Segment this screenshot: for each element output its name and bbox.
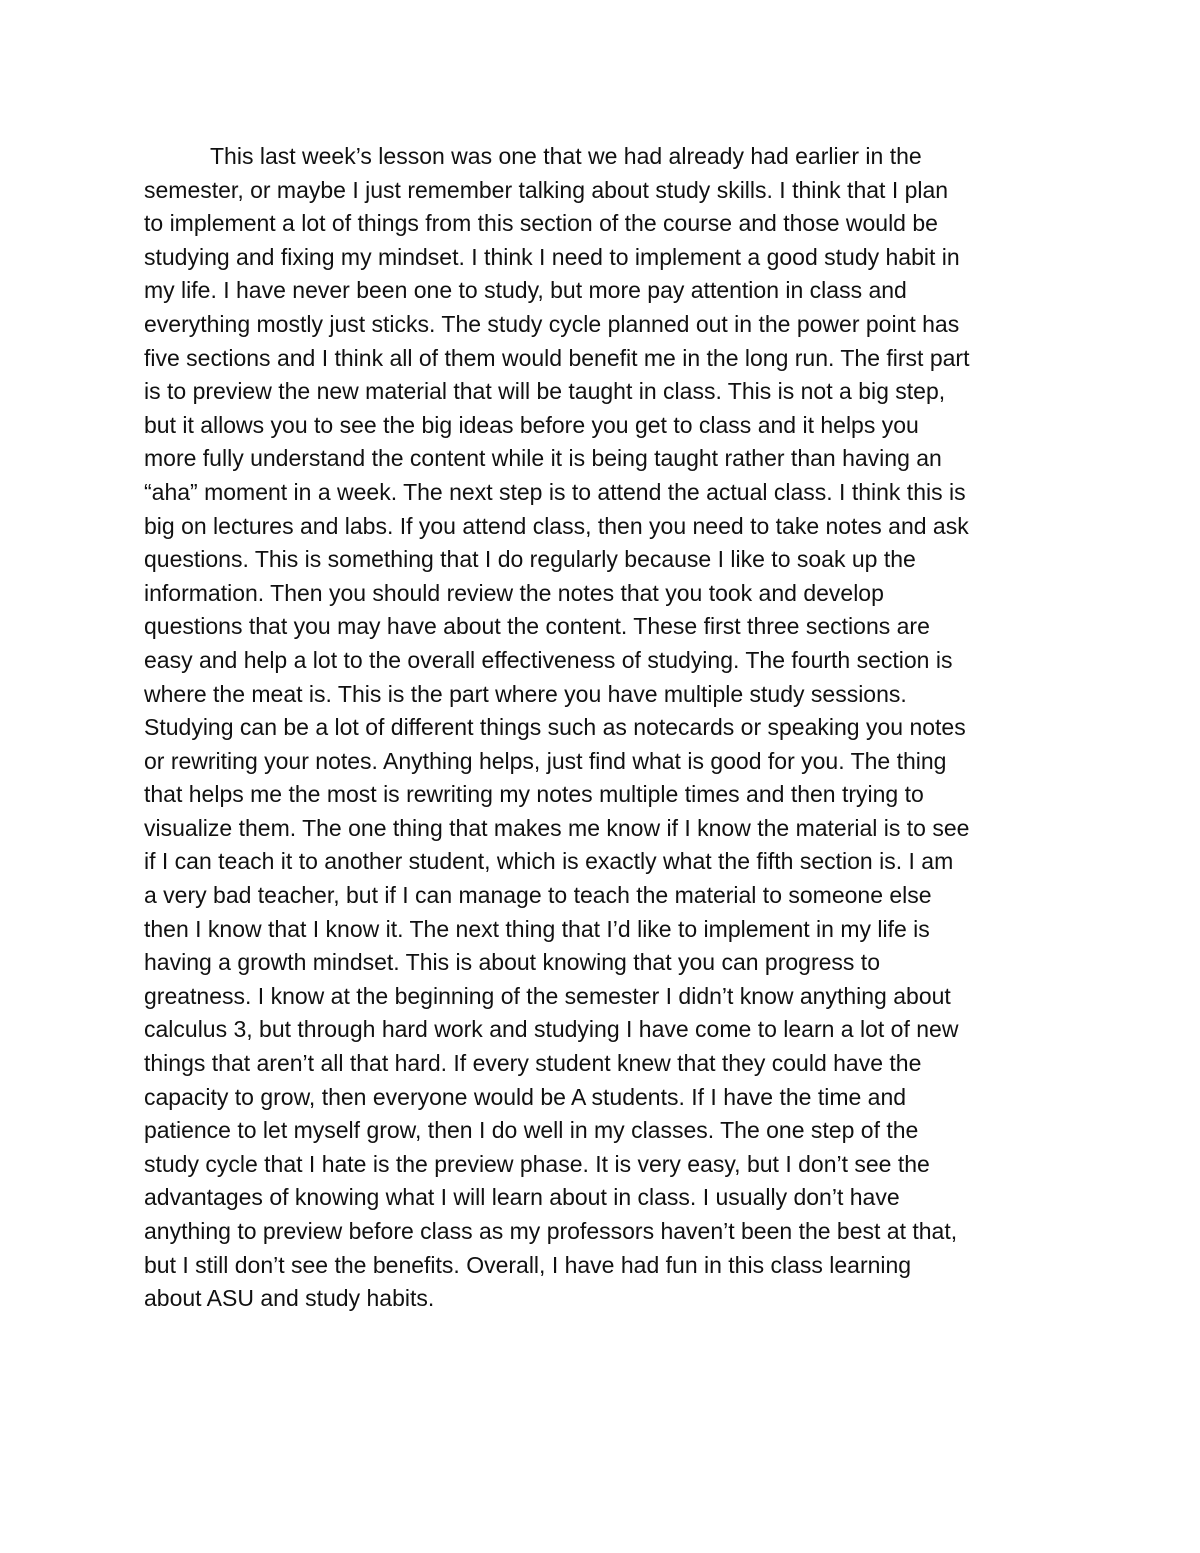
- paragraph-line: “aha” moment in a week. The next step is to attend the actual class. I think this is: [144, 478, 966, 505]
- paragraph-line: questions. This is something that I do regularly because I like to soak up the: [144, 546, 916, 573]
- paragraph-line: questions that you may have about the content. These first three sections are: [144, 613, 930, 640]
- paragraph-line: everything mostly just sticks. The study cycle planned out in the power point has: [144, 310, 960, 337]
- paragraph-line: a very bad teacher, but if I can manage to teach the material to someone else: [144, 882, 932, 909]
- paragraph-line: calculus 3, but through hard work and studying I have come to learn a lot of new: [144, 1016, 959, 1043]
- paragraph-line: anything to preview before class as my professors haven’t been the best at that,: [144, 1218, 958, 1244]
- paragraph-line: big on lectures and labs. If you attend class, then you need to take notes and ask: [144, 512, 969, 539]
- paragraph-line: This last week’s lesson was one that we had already had earlier in the: [210, 143, 922, 169]
- paragraph-line: five sections and I think all of them would benefit me in the long run. The first part: [144, 344, 970, 371]
- paragraph-line: studying and fixing my mindset. I think I need to implement a good study habit in: [144, 243, 960, 270]
- paragraph-line: patience to let myself grow, then I do well in my classes. The one step of the: [144, 1117, 919, 1144]
- paragraph-line: where the meat is. This is the part where you have multiple study sessions.: [144, 680, 907, 707]
- paragraph-line: things that aren’t all that hard. If every student knew that they could have the: [144, 1050, 922, 1077]
- paragraph-line: but it allows you to see the big ideas before you get to class and it helps you: [144, 411, 919, 438]
- paragraph-line: easy and help a lot to the overall effectiveness of studying. The fourth section is: [144, 646, 953, 673]
- paragraph-line: greatness. I know at the beginning of the semester I didn’t know anything about: [144, 982, 951, 1009]
- paragraph-line: is to preview the new material that will be taught in class. This is not a big step,: [144, 378, 946, 405]
- paragraph-line: or rewriting your notes. Anything helps, just find what is good for you. The thing: [144, 747, 947, 774]
- paragraph-line: information. Then you should review the notes that you took and develop: [144, 579, 884, 606]
- paragraph-line: to implement a lot of things from this section of the course and those would be: [144, 210, 938, 237]
- paragraph-line: capacity to grow, then everyone would be A students. If I have the time and: [144, 1083, 907, 1110]
- paragraph-line: semester, or maybe I just remember talking about study skills. I think that I plan: [144, 176, 949, 203]
- paragraph-line: but I still don’t see the benefits. Overall, I have had fun in this class learning: [144, 1251, 912, 1278]
- paragraph-line: more fully understand the content while it is being taught rather than having an: [144, 445, 942, 472]
- paragraph-line: if I can teach it to another student, which is exactly what the fifth section is. I am: [144, 848, 954, 875]
- essay-paragraph: [144, 140, 1064, 1316]
- paragraph-line: study cycle that I hate is the preview phase. It is very easy, but I don’t see the: [144, 1150, 930, 1177]
- paragraph-line: that helps me the most is rewriting my notes multiple times and then trying to: [144, 781, 924, 808]
- paragraph-line: visualize them. The one thing that makes me know if I know the material is to see: [144, 814, 970, 841]
- paragraph-line: my life. I have never been one to study, but more pay attention in class and: [144, 277, 907, 304]
- paragraph-line: then I know that I know it. The next thing that I’d like to implement in my life is: [144, 915, 930, 942]
- paragraph-line: about ASU and study habits.: [144, 1285, 435, 1312]
- paragraph-line: having a growth mindset. This is about knowing that you can progress to: [144, 949, 880, 976]
- paragraph-line: Studying can be a lot of different things such as notecards or speaking you notes: [144, 714, 966, 741]
- paragraph-line: advantages of knowing what I will learn about in class. I usually don’t have: [144, 1184, 900, 1211]
